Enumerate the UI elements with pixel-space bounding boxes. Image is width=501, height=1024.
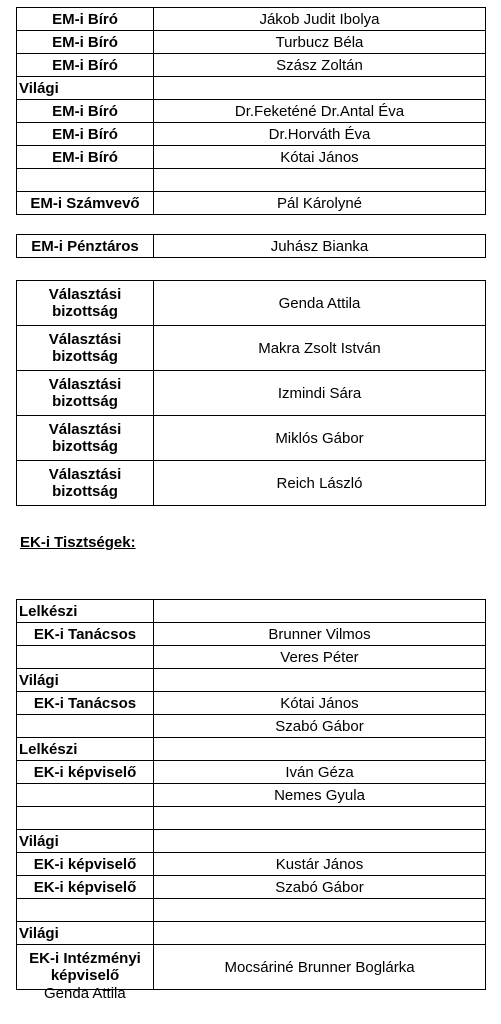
section-label: Lelkészi [17, 600, 154, 623]
table-row [17, 281, 486, 326]
table-row [17, 692, 486, 715]
role-cell: EK-i képviselő [17, 853, 154, 876]
name-cell: Izmindi Sára [154, 371, 486, 416]
table-row [17, 461, 486, 506]
footer-name: Genda Attila [44, 985, 126, 1002]
table-row [17, 123, 486, 146]
name-cell: Dr.Horváth Éva [154, 123, 486, 146]
em-officials-table [16, 7, 486, 215]
name-cell [154, 807, 486, 830]
name-cell [154, 738, 486, 761]
table-row [17, 146, 486, 169]
name-cell: Szabó Gábor [154, 876, 486, 899]
table-row [17, 830, 486, 853]
section-label: Lelkészi [17, 738, 154, 761]
table-row [17, 192, 486, 215]
role-cell: EM-i Bíró [17, 31, 154, 54]
role-cell: EM-i Bíró [17, 8, 154, 31]
role-cell: EM-i Számvevő [17, 192, 154, 215]
name-cell [154, 899, 486, 922]
role-cell: Választási bizottság [17, 461, 154, 506]
section-label: Világi [17, 830, 154, 853]
role-cell: EM-i Bíró [17, 146, 154, 169]
name-cell [154, 922, 486, 945]
name-cell [154, 77, 486, 100]
name-cell: Pál Károlyné [154, 192, 486, 215]
name-cell [154, 169, 486, 192]
table-row [17, 646, 486, 669]
ek-officials-table [16, 599, 486, 990]
table-row [17, 761, 486, 784]
role-cell: EM-i Bíró [17, 100, 154, 123]
table-row [17, 77, 486, 100]
role-cell [17, 784, 154, 807]
name-cell: Juhász Bianka [154, 235, 486, 258]
table-row [17, 100, 486, 123]
role-cell [17, 807, 154, 830]
name-cell: Brunner Vilmos [154, 623, 486, 646]
table-row [17, 600, 486, 623]
election-committee-table [16, 280, 486, 506]
table-row [17, 738, 486, 761]
table-row [17, 623, 486, 646]
name-cell: Genda Attila [154, 281, 486, 326]
table-row [17, 8, 486, 31]
name-cell: Iván Géza [154, 761, 486, 784]
table-row [17, 371, 486, 416]
table-row [17, 853, 486, 876]
treasurer-table [16, 234, 486, 258]
name-cell: Turbucz Béla [154, 31, 486, 54]
name-cell: Mocsáriné Brunner Boglárka [154, 945, 486, 990]
role-cell: Választási bizottság [17, 281, 154, 326]
table-row [17, 945, 486, 990]
table-row [17, 807, 486, 830]
section-label: Világi [17, 77, 154, 100]
role-cell: EK-i Tanácsos [17, 623, 154, 646]
name-cell: Makra Zsolt István [154, 326, 486, 371]
name-cell: Miklós Gábor [154, 416, 486, 461]
table-row [17, 715, 486, 738]
role-cell: Választási bizottság [17, 416, 154, 461]
role-cell: Választási bizottság [17, 326, 154, 371]
table-row [17, 899, 486, 922]
ek-positions-heading: EK-i Tisztségek: [20, 534, 136, 551]
table-row [17, 876, 486, 899]
role-cell [17, 899, 154, 922]
name-cell: Szász Zoltán [154, 54, 486, 77]
table-row [17, 54, 486, 77]
role-cell [17, 169, 154, 192]
table-row [17, 784, 486, 807]
table-row [17, 416, 486, 461]
name-cell: Kótai János [154, 146, 486, 169]
section-label: Világi [17, 922, 154, 945]
name-cell: Nemes Gyula [154, 784, 486, 807]
role-cell: EK-i képviselő [17, 876, 154, 899]
table-row [17, 169, 486, 192]
name-cell: Kótai János [154, 692, 486, 715]
section-label: Világi [17, 669, 154, 692]
role-cell [17, 646, 154, 669]
role-cell: EM-i Pénztáros [17, 235, 154, 258]
table-row [17, 326, 486, 371]
role-cell [17, 715, 154, 738]
name-cell: Jákob Judit Ibolya [154, 8, 486, 31]
name-cell [154, 600, 486, 623]
role-cell: EM-i Bíró [17, 123, 154, 146]
role-cell: EM-i Bíró [17, 54, 154, 77]
role-cell: EK-i képviselő [17, 761, 154, 784]
table-row [17, 669, 486, 692]
name-cell: Szabó Gábor [154, 715, 486, 738]
name-cell: Veres Péter [154, 646, 486, 669]
name-cell: Reich László [154, 461, 486, 506]
name-cell: Dr.Feketéné Dr.Antal Éva [154, 100, 486, 123]
role-cell: Választási bizottság [17, 371, 154, 416]
name-cell [154, 669, 486, 692]
table-row [17, 235, 486, 258]
name-cell [154, 830, 486, 853]
table-row [17, 31, 486, 54]
table-row [17, 922, 486, 945]
role-cell: EK-i Intézményi képviselő [17, 945, 154, 990]
name-cell: Kustár János [154, 853, 486, 876]
role-cell: EK-i Tanácsos [17, 692, 154, 715]
